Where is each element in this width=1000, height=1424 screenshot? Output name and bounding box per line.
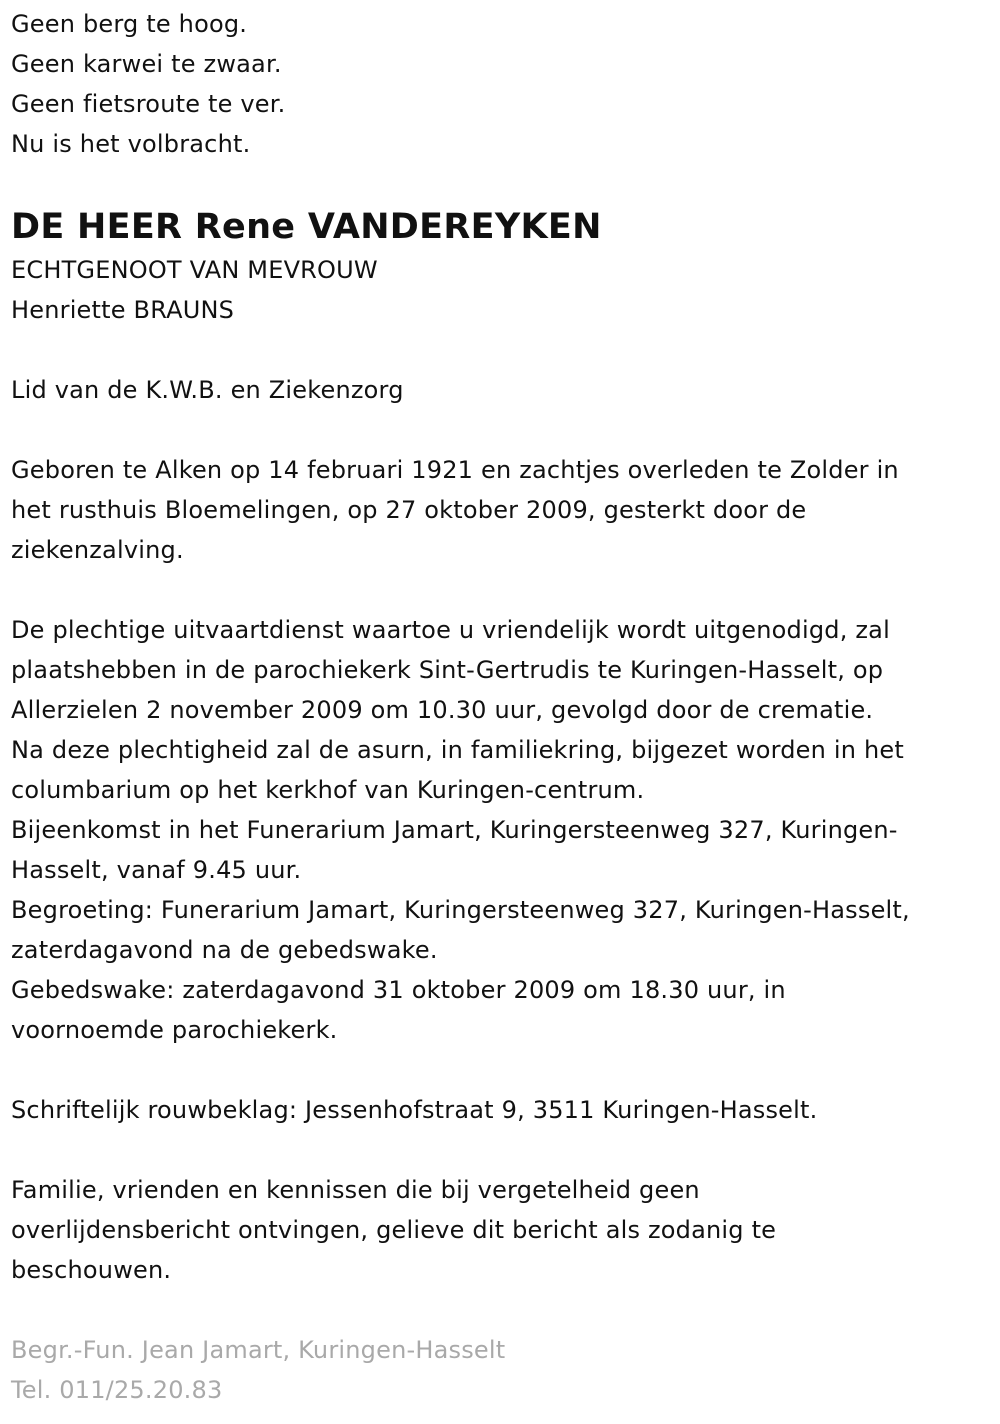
spouse-block [11,250,989,330]
paragraph-line: Begroeting: Funerarium Jamart, Kuringersteenweg 327, Kuringen-Hasselt, [11,896,910,924]
deceased-name: DE HEER Rene VANDEREYKEN [11,207,602,247]
phone-number: Tel. 011/25.20.83 [11,1376,223,1404]
paragraph-line: plaatshebben in de parochiekerk Sint-Gertrudis te Kuringen-Hasselt, op [11,656,884,684]
paragraph-line: zaterdagavond na de gebedswake. [11,936,438,964]
paragraph-line: beschouwen. [11,1256,172,1284]
poem-line: Geen karwei te zwaar. [11,50,282,78]
paragraph-line: voornoemde parochiekerk. [11,1016,338,1044]
obituary-document [11,4,989,1410]
birth-death-paragraph [11,450,989,570]
paragraph-line: columbarium op het kerkhof van Kuringen-centrum. [11,776,645,804]
spouse-title: ECHTGENOOT VAN MEVROUW [11,256,378,284]
paragraph-line: De plechtige uitvaartdienst waartoe u vriendelijk wordt uitgenodigd, zal [11,616,890,644]
membership [11,370,989,410]
funeral-home: Begr.-Fun. Jean Jamart, Kuringen-Hasselt [11,1336,506,1364]
condolence-address [11,1090,989,1130]
paragraph-line: Bijeenkomst in het Funerarium Jamart, Kuringersteenweg 327, Kuringen- [11,816,898,844]
paragraph-line: Familie, vrienden en kennissen die bij vergetelheid geen [11,1176,700,1204]
membership-line: Lid van de K.W.B. en Ziekenzorg [11,376,404,404]
footer [11,1330,989,1410]
poem-line: Geen fietsroute te ver. [11,90,286,118]
spouse-name: Henriette BRAUNS [11,296,235,324]
ceremony-paragraph [11,610,989,1050]
paragraph-line: overlijdensbericht ontvingen, gelieve dit bericht als zodanig te [11,1216,777,1244]
paragraph-line: Na deze plechtigheid zal de asurn, in familiekring, bijgezet worden in het [11,736,904,764]
paragraph-line: het rusthuis Bloemelingen, op 27 oktober 2009, gesterkt door de [11,496,807,524]
notice-paragraph [11,1170,989,1290]
paragraph-line: Allerzielen 2 november 2009 om 10.30 uur, gevolgd door de crematie. [11,696,874,724]
poem [11,4,989,164]
poem-line: Geen berg te hoog. [11,10,248,38]
paragraph-line: Geboren te Alken op 14 februari 1921 en zachtjes overleden te Zolder in [11,456,899,484]
paragraph-line: ziekenzalving. [11,536,184,564]
condolence-line: Schriftelijk rouwbeklag: Jessenhofstraat 9, 3511 Kuringen-Hasselt. [11,1096,818,1124]
poem-line: Nu is het volbracht. [11,130,251,158]
paragraph-line: Hasselt, vanaf 9.45 uur. [11,856,302,884]
paragraph-line: Gebedswake: zaterdagavond 31 oktober 2009 om 18.30 uur, in [11,976,786,1004]
